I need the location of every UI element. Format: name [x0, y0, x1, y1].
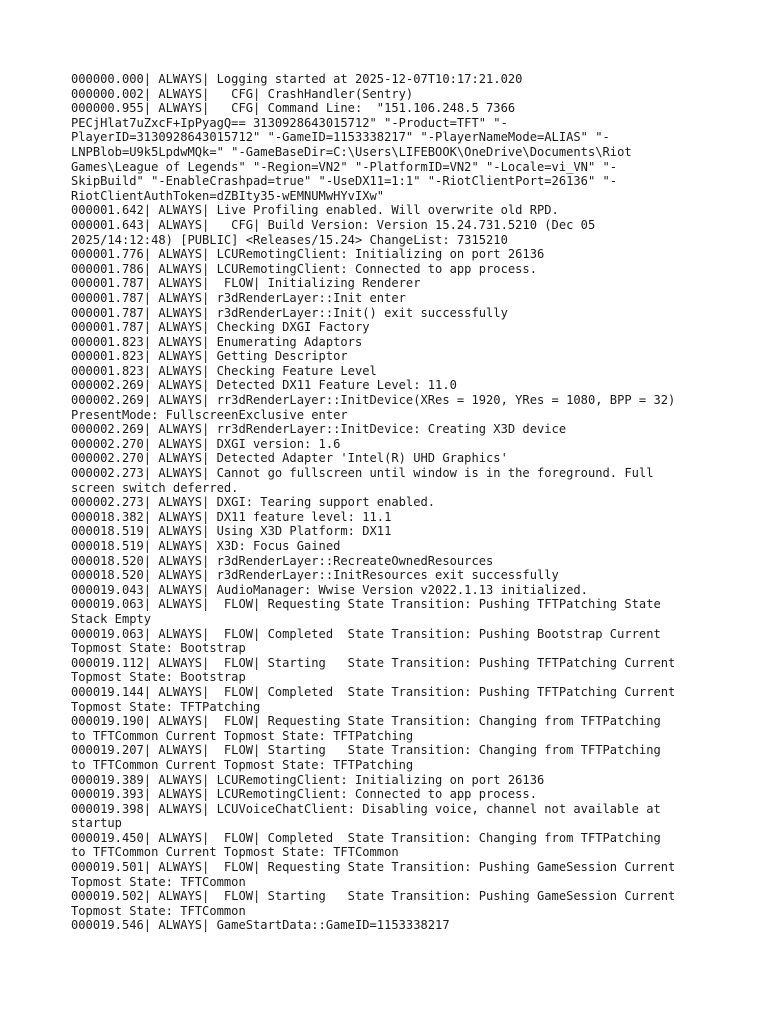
log-line: to TFTCommon Current Topmost State: TFTPatching — [71, 728, 414, 743]
log-line: 000019.112| ALWAYS| FLOW| Starting State Transition: Pushing TFTPatching Current — [71, 655, 676, 670]
log-line: 000018.519| ALWAYS| X3D: Focus Gained — [71, 539, 341, 553]
log-line: 000000.002| ALWAYS| CFG| CrashHandler(Sentry) — [71, 86, 414, 101]
log-line: 000018.520| ALWAYS| r3dRenderLayer::InitResources exit successfully — [71, 568, 559, 583]
log-line: 000019.450| ALWAYS| FLOW| Completed State Transition: Changing from TFTPatching — [71, 830, 661, 845]
log-line: 000001.643| ALWAYS| CFG| Build Version: Version 15.24.731.5210 (Dec 05 — [71, 217, 596, 232]
log-line: 000019.389| ALWAYS| LCURemotingClient: Initializing on port 26136 — [71, 772, 545, 787]
log-line: 000001.787| ALWAYS| r3dRenderLayer::Init() exit successfully — [71, 305, 508, 320]
log-line: 000001.642| ALWAYS| Live Profiling enabled. Will overwrite old RPD. — [71, 203, 559, 218]
log-line: to TFTCommon Current Topmost State: TFTCommon — [71, 845, 399, 860]
log-line: 000019.393| ALWAYS| LCURemotingClient: Connected to app process. — [71, 787, 537, 802]
log-line: Topmost State: TFTPatching — [71, 699, 261, 714]
log-line: 000001.823| ALWAYS| Enumerating Adaptors — [71, 334, 363, 349]
log-line: 000001.786| ALWAYS| LCURemotingClient: Connected to app process. — [71, 261, 537, 276]
log-line: 000018.519| ALWAYS| Using X3D Platform: DX11 — [71, 524, 392, 539]
log-line: to TFTCommon Current Topmost State: TFTPatching — [71, 757, 414, 772]
log-line: 000018.520| ALWAYS| r3dRenderLayer::RecreateOwnedResources — [71, 553, 494, 568]
log-line: 000019.063| ALWAYS| FLOW| Completed State Transition: Pushing Bootstrap Current — [71, 626, 661, 641]
log-line: Topmost State: Bootstrap — [71, 670, 246, 685]
log-line: 000002.269| ALWAYS| rr3dRenderLayer::InitDevice(XRes = 1920, YRes = 1080, BPP = 32) — [71, 393, 676, 408]
log-line: Stack Empty — [71, 611, 152, 626]
log-line: 000019.502| ALWAYS| FLOW| Starting State Transition: Pushing GameSession Current — [71, 889, 676, 904]
log-line: 000002.270| ALWAYS| Detected Adapter 'Intel(R) UHD Graphics' — [71, 451, 508, 466]
log-line: 000019.144| ALWAYS| FLOW| Completed State Transition: Pushing TFTPatching Current — [71, 684, 676, 699]
log-line: Topmost State: Bootstrap — [71, 641, 246, 656]
log-line: Games\League of Legends" "-Region=VN2" "-PlatformID=VN2" "-Locale=vi_VN" "- — [71, 159, 618, 174]
log-text-body — [71, 72, 701, 933]
log-line: Topmost State: TFTCommon — [71, 874, 246, 889]
log-line: 000000.000| ALWAYS| Logging started at 2025-12-07T10:17:21.020 — [71, 72, 523, 86]
log-line: 000001.787| ALWAYS| r3dRenderLayer::Init enter — [71, 290, 406, 305]
log-line: 000001.823| ALWAYS| Getting Descriptor — [71, 349, 348, 364]
log-line: RiotClientAuthToken=dZBIty35-wEMNUMwHYvIXw" — [71, 188, 385, 203]
log-line: 000002.273| ALWAYS| Cannot go fullscreen until window is in the foreground. Full — [71, 466, 654, 481]
log-line: PlayerID=3130928643015712" "-GameID=1153338217" "-PlayerNameMode=ALIAS" "- — [71, 130, 610, 145]
log-line: PECjHlat7uZxcF+IpPyagQ== 3130928643015712" "-Product=TFT" "- — [71, 115, 508, 130]
log-line: 000018.382| ALWAYS| DX11 feature level: 11.1 — [71, 509, 392, 524]
log-line: startup — [71, 816, 122, 831]
log-line: Topmost State: TFTCommon — [71, 903, 246, 918]
log-line: 000002.269| ALWAYS| Detected DX11 Feature Level: 11.0 — [71, 378, 457, 393]
log-line: 000001.823| ALWAYS| Checking Feature Level — [71, 363, 377, 378]
log-line: 2025/14:12:48) [PUBLIC] <Releases/15.24> ChangeList: 7315210 — [71, 232, 508, 247]
log-line: 000002.270| ALWAYS| DXGI version: 1.6 — [71, 436, 341, 451]
log-line: 000001.787| ALWAYS| Checking DXGI Factory — [71, 320, 370, 335]
log-line: screen switch deferred. — [71, 480, 239, 495]
log-line: 000001.776| ALWAYS| LCURemotingClient: Initializing on port 26136 — [71, 247, 545, 262]
log-line: 000002.273| ALWAYS| DXGI: Tearing support enabled. — [71, 495, 436, 510]
log-line: 000019.501| ALWAYS| FLOW| Requesting State Transition: Pushing GameSession Current — [71, 860, 676, 875]
log-line: SkipBuild" "-EnableCrashpad=true" "-UseDX11=1:1" "-RiotClientPort=26136" "- — [71, 174, 618, 189]
log-line: 000019.043| ALWAYS| AudioManager: Wwise Version v2022.1.13 initialized. — [71, 582, 588, 597]
log-line: 000019.398| ALWAYS| LCUVoiceChatClient: Disabling voice, channel not available at — [71, 801, 661, 816]
log-line: 000019.190| ALWAYS| FLOW| Requesting State Transition: Changing from TFTPatching — [71, 714, 661, 729]
log-line: LNPBlob=U9k5LpdwMQk=" "-GameBaseDir=C:\Users\LIFEBOOK\OneDrive\Documents\Riot — [71, 144, 632, 159]
log-line: 000019.063| ALWAYS| FLOW| Requesting State Transition: Pushing TFTPatching State — [71, 597, 661, 612]
log-line: 000019.546| ALWAYS| GameStartData::GameID=1153338217 — [71, 918, 450, 933]
log-line: 000001.787| ALWAYS| FLOW| Initializing Renderer — [71, 276, 421, 291]
log-line: PresentMode: FullscreenExclusive enter — [71, 407, 348, 422]
log-line: 000002.269| ALWAYS| rr3dRenderLayer::InitDevice: Creating X3D device — [71, 422, 567, 437]
log-line: 000000.955| ALWAYS| CFG| Command Line: "151.106.248.5 7366 — [71, 101, 516, 116]
log-line: 000019.207| ALWAYS| FLOW| Starting State Transition: Changing from TFTPatching — [71, 743, 661, 758]
